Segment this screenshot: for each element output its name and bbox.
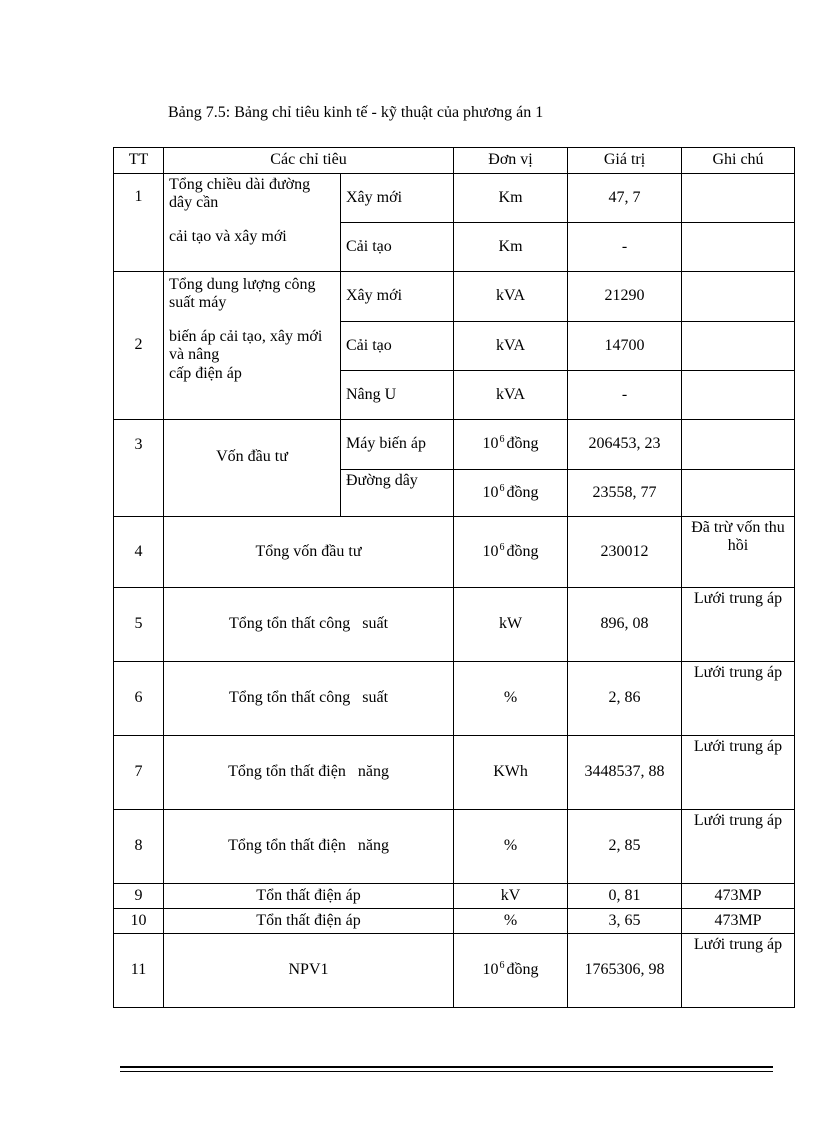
row11-note: Lưới trung áp — [682, 934, 795, 1008]
row2-tt: 2 — [114, 272, 164, 420]
row1-label-b: cải tạo và xây mới — [169, 228, 287, 245]
table-row — [114, 420, 795, 470]
row2-sub3-value: - — [568, 371, 682, 420]
row7-unit: KWh — [454, 736, 568, 810]
unit-dong-word: đồng — [506, 483, 539, 501]
unit-dong-exp: 6 — [499, 482, 505, 494]
row2-label-b: biến áp cải tạo, xây mới và nâng — [169, 328, 323, 364]
row6-note: Lưới trung áp — [682, 662, 795, 736]
row11-value: 1765306, 98 — [568, 934, 682, 1008]
row4-unit — [454, 517, 568, 588]
table-caption: Bảng 7.5: Bảng chỉ tiêu kinh tế - kỹ thuật của phương án 1 — [168, 104, 544, 121]
row1-sub2-name: Cải tạo — [341, 223, 454, 272]
row1-sub1-note — [682, 174, 795, 223]
row7-tt: 7 — [114, 736, 164, 810]
table-row — [114, 736, 795, 810]
row3-sub2-value: 23558, 77 — [568, 470, 682, 517]
row6-tt: 6 — [114, 662, 164, 736]
row3-tt: 3 — [114, 420, 164, 517]
header-gia-tri: Giá trị — [568, 148, 682, 174]
unit-dong-base: 10 — [482, 483, 499, 501]
row7-value: 3448537, 88 — [568, 736, 682, 810]
row1-sub2-unit: Km — [454, 223, 568, 272]
row10-unit: % — [454, 909, 568, 934]
row2-sub1-note — [682, 272, 795, 322]
row1-sub2-value: - — [568, 223, 682, 272]
row8-unit: % — [454, 810, 568, 884]
row4-note: Đã trừ vốn thu hồi — [682, 517, 795, 588]
row9-label: Tổn thất điện áp — [164, 884, 454, 909]
row5-note: Lưới trung áp — [682, 588, 795, 662]
table-header-row — [114, 148, 795, 174]
row7-note: Lưới trung áp — [682, 736, 795, 810]
row9-unit: kV — [454, 884, 568, 909]
unit-dong-exp: 6 — [499, 434, 505, 446]
row3-sub2-name: Đường dây — [341, 470, 454, 517]
table-row — [114, 909, 795, 934]
unit-dong-exp: 6 — [499, 541, 505, 553]
indicator-table — [113, 147, 795, 1008]
row4-label: Tổng vốn đầu tư — [164, 517, 454, 588]
row2-label — [164, 272, 341, 420]
row10-note: 473MP — [682, 909, 795, 934]
row2-sub2-name: Cải tạo — [341, 322, 454, 371]
row1-label-a: Tổng chiều dài đường dây cần — [169, 176, 311, 212]
row8-label: Tổng tổn thất điện năng — [164, 810, 454, 884]
unit-dong-exp: 6 — [499, 960, 505, 972]
header-chi-tieu: Các chỉ tiêu — [164, 148, 454, 174]
row1-tt: 1 — [114, 174, 164, 272]
row2-sub2-unit: kVA — [454, 322, 568, 371]
unit-dong-base: 10 — [482, 435, 499, 453]
footer-rule-thick — [120, 1066, 773, 1068]
row11-tt: 11 — [114, 934, 164, 1008]
row9-note: 473MP — [682, 884, 795, 909]
row5-unit: kW — [454, 588, 568, 662]
row5-value: 896, 08 — [568, 588, 682, 662]
row4-value: 230012 — [568, 517, 682, 588]
row3-sub1-unit — [454, 420, 568, 470]
table-row — [114, 272, 795, 322]
footer-rule-thin — [120, 1071, 773, 1072]
row6-value: 2, 86 — [568, 662, 682, 736]
table-row — [114, 934, 795, 1008]
row2-sub3-note — [682, 371, 795, 420]
row1-sub2-note — [682, 223, 795, 272]
row2-label-a: Tổng dung lượng công suất máy — [169, 276, 316, 312]
row2-label-c: cấp điện áp — [169, 364, 242, 382]
row2-sub3-unit: kVA — [454, 371, 568, 420]
row3-sub1-value: 206453, 23 — [568, 420, 682, 470]
row5-tt: 5 — [114, 588, 164, 662]
row2-sub1-name: Xây mới — [341, 272, 454, 322]
header-ghi-chu: Ghi chú — [682, 148, 795, 174]
row2-sub1-value: 21290 — [568, 272, 682, 322]
header-don-vi: Đơn vị — [454, 148, 568, 174]
row4-tt: 4 — [114, 517, 164, 588]
row6-unit: % — [454, 662, 568, 736]
row9-value: 0, 81 — [568, 884, 682, 909]
table-row — [114, 174, 795, 223]
row6-label: Tổng tổn thất công suất — [164, 662, 454, 736]
row3-sub2-note — [682, 470, 795, 517]
row2-sub3-name: Nâng U — [341, 371, 454, 420]
row2-sub1-unit: kVA — [454, 272, 568, 322]
row10-tt: 10 — [114, 909, 164, 934]
table-row — [114, 810, 795, 884]
row5-label: Tổng tổn thất công suất — [164, 588, 454, 662]
row2-sub2-value: 14700 — [568, 322, 682, 371]
row2-sub2-note — [682, 322, 795, 371]
row1-sub1-name: Xây mới — [341, 174, 454, 223]
row1-label — [164, 174, 341, 272]
unit-dong-word: đồng — [506, 435, 539, 453]
row11-unit — [454, 934, 568, 1008]
row1-sub1-unit: Km — [454, 174, 568, 223]
table-row — [114, 662, 795, 736]
row8-note: Lưới trung áp — [682, 810, 795, 884]
row3-sub1-name: Máy biến áp — [341, 420, 454, 470]
row8-value: 2, 85 — [568, 810, 682, 884]
unit-dong-base: 10 — [482, 961, 499, 979]
row7-label: Tổng tổn thất điện năng — [164, 736, 454, 810]
table-row — [114, 517, 795, 588]
unit-dong-base: 10 — [482, 542, 499, 560]
row9-tt: 9 — [114, 884, 164, 909]
unit-dong-word: đồng — [506, 961, 539, 979]
table-row — [114, 884, 795, 909]
row8-tt: 8 — [114, 810, 164, 884]
row3-sub2-unit — [454, 470, 568, 517]
row10-label: Tổn thất điện áp — [164, 909, 454, 934]
row3-label: Vốn đầu tư — [164, 420, 341, 517]
row11-label: NPV1 — [164, 934, 454, 1008]
table-row — [114, 588, 795, 662]
row3-sub1-note — [682, 420, 795, 470]
row10-value: 3, 65 — [568, 909, 682, 934]
header-tt: TT — [114, 148, 164, 174]
unit-dong-word: đồng — [506, 542, 539, 560]
row1-sub1-value: 47, 7 — [568, 174, 682, 223]
